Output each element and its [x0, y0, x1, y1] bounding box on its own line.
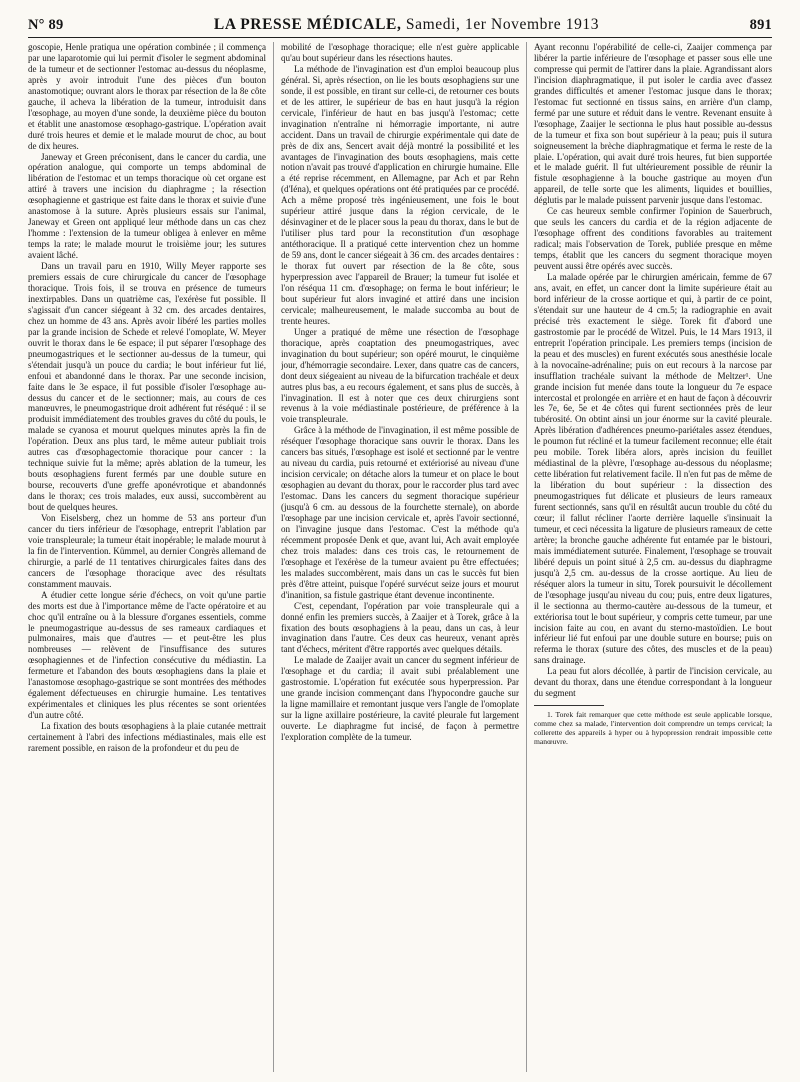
paragraph: Unger a pratiqué de même une résection de l'œsophage thoracique, après coaptation des pneumogastriques, avec invagination du bout supérieur; son opéré mourut, le cinquième jour, d'hémorragie secondaire. Lexer, dans quatre cas de cancers, dont deux siégeaient au niveau de la bifurcation trachéale et deux autres plus bas, a eu recours également, et sans plus de succès, à l'invagination. Il est à noter que ces deux chirurgiens sont revenus à la voie médiastinale postérieure, de préférence à la voie transpleurale.	[281, 326, 519, 425]
page-header	[28, 16, 772, 38]
paragraph: Ce cas heureux semble confirmer l'opinion de Sauerbruch, que seuls les cancers du cardia et de la région adjacente de l'œsophage offrent des conditions favorables au traitement radical; mais l'observation de Torek, publiée presque en même temps, établit que les cancers du segment thoracique moyen peuvent aussi être opérés avec succès.	[534, 206, 772, 272]
paragraph: Le malade de Zaaijer avait un cancer du segment inférieur de l'œsophage et du cardia; il avait subi préalablement une gastrostomie. L'opération fut exécutée sous hyperpression. Par une grande incision commençant dans l'hypocondre gauche sur la ligne mamillaire et remontant jusque vers l'angle de l'omoplate sur la ligne axillaire postérieure, la cavité pleurale fut largement ouverte. Le diaphragme fut incisé, de façon à permettre l'exploration complète de la tumeur.	[281, 655, 519, 743]
paragraph: A étudier cette longue série d'échecs, on voit qu'une partie des morts est due à l'importance même de l'acte opératoire et au choc qu'il entraîne ou à la blessure d'organes essentiels, comme le pneumogastrique au-dessus de ses rameaux cardiaques et pulmonaires, mais que d'autres — et peut-être les plus nombreuses — relèvent de l'insuffisance des sutures œsophagiennes et de l'infection consécutive du médiastin. La fermeture et l'abandon des bouts œsophagiens dans la plaie et l'anastomose œsophago-gastrique se sont montrées des méthodes également défectueuses en chirurgie humaine. Les tentatives expérimentales et cliniques les plus récentes se sont orientées d'un autre côté.	[28, 589, 266, 721]
paragraph: C'est, cependant, l'opération par voie transpleurale qui a donné enfin les premiers succès, à Zaaijer et à Torek, grâce à la fixation des bouts œsophagiens à la peau, dans un cas, à leur invagination dans l'autre. Ces deux cas heureux, venant après tant d'échecs, méritent d'être rapportés avec quelques détails.	[281, 600, 519, 655]
paragraph: Ayant reconnu l'opérabilité de celle-ci, Zaaijer commença par libérer la partie inférieure de l'œsophage et passer sous elle une compresse qui permit de l'attirer dans la plaie. Agrandissant alors l'incision diaphragmatique, il put isoler le cardia avec d'assez grandes difficultés et amener l'estomac jusque dans le thorax; l'estomac fut sectionné en tissus sains, en arrière d'un clamp, fermé par une suture et réduit dans le ventre. Revenant ensuite à l'œsophage, Zaaijer le sectionna le plus haut possible au-dessus de la tumeur et fixa son bout supérieur à la peau; puis il sutura soigneusement la brèche diaphragmatique et ferma le reste de la plaie. L'opération, qui avait duré trois heures, fut bien supportée et le malade guérit. Il fut ultérieurement possible de réunir la fistule œsophagienne à la bouche gastrique au moyen d'un appareil, de telle sorte que les aliments, liquides et bouillies, déglutis par le malade puissent parvenir jusque dans l'estomac.	[534, 42, 772, 206]
issue-number: N° 89	[28, 17, 64, 33]
column-3	[534, 42, 772, 1072]
issue-date: Samedi, 1er Novembre 1913	[405, 16, 600, 33]
column-2	[281, 42, 519, 1072]
text-columns	[28, 42, 772, 1072]
column-divider	[273, 42, 274, 1072]
journal-title-line	[214, 16, 599, 34]
paragraph: La fixation des bouts œsophagiens à la plaie cutanée mettrait certainement à l'abri des infections médiastinales, mais elle est rarement possible, en raison de la profondeur et du peu de	[28, 721, 266, 753]
page-number: 891	[749, 17, 772, 33]
paragraph: Grâce à la méthode de l'invagination, il est même possible de réséquer l'œsophage thoracique sans ouvrir le thorax. Dans les cancers bas situés, l'œsophage est isolé et sectionné par le ventre au niveau du cardia, puis retourné et extériorisé au niveau d'une incision cervicale; on détache alors la tumeur et on place le bout œsophagien au devant du thorax, pour le raccorder plus tard avec l'estomac. Dans les cancers du segment thoracique supérieur (jusqu'à 6 cm. au dessous de la fourchette sternale), on aborde l'œsophage par une incision cervicale et, après l'avoir sectionné, on l'invagine jusque dans l'estomac. C'est la méthode qu'a récemment proposée Denk et que, avant lui, Ach avait employée chez trois malades: dans ces trois cas, le retournement de l'œsophage et l'exérèse de la tumeur avaient pu être effectuées; les malades succombèrent, mais dans un cas le succès fut bien près d'être atteint, puisque l'opéré survécut seize jours et mourut d'inanition, sa fistule gastrique étant devenue incontinente.	[281, 425, 519, 600]
paragraph: goscopie, Henle pratiqua une opération combinée ; il commença par une laparotomie qui lui permit d'isoler le segment abdominal de la tumeur et de sectionner l'estomac au-dessus du néoplasme, après y avoir introduit l'une des pièces d'un bouton anastomotique; ouvrant alors le thorax par résection de la 8e côte gauche, il acheva la libération de la tumeur, introduisit dans l'œsophage, au moyen d'une sonde, la deuxième pièce du bouton et établit une anastomose œsophago-gastrique. L'opération avait duré trois heures et demie et le malade mourut de choc, au bout de dix heures.	[28, 42, 266, 151]
footnote: 1. Torek fait remarquer que cette méthode est seule applicable lorsque, comme chez sa malade, l'intervention doit comprendre un temps cervical; la collerette des appareils à hyper ou à hypopression rendrait impossible cette manœuvre.	[534, 710, 772, 747]
paragraph: Von Eiselsberg, chez un homme de 53 ans porteur d'un cancer du tiers inférieur de l'œsophage, entreprit l'ablation par voie transpleurale; la tumeur était inopérable; le malade mourut à la fin de l'intervention. Kümmel, au dernier Congrès allemand de chirurgie, a parlé de 11 tentatives chirurgicales faites dans des cancers de l'œsophage thoracique avec des résultats constamment mauvais.	[28, 512, 266, 589]
column-3-body	[534, 42, 772, 699]
column-1	[28, 42, 266, 1072]
paragraph: La malade opérée par le chirurgien américain, femme de 67 ans, avait, en effet, un cancer dont la limite supérieure était au bord inférieur de la crosse aortique et qui, à partir de ce point, s'étendait sur une hauteur de 4 cm.5; la radiographie en avait précisé très exactement le siège. Torek fit d'abord une gastrostomie par le procédé de Witzel. Puis, le 14 Mars 1913, il entreprit l'opération principale. Les premiers temps (incision de la peau et des muscles) en furent exécutés sous anesthésie locale à la novocaïne-adrénaline; puis on eut recours à la narcose par insufflation trachéale suivant la méthode de Meltzer¹. Une grande incision fut menée dans toute la longueur du 7e espace intercostal et prolongée en arrière et en haut de façon à découvrir les 7e, 6e, 5e et 4e côtes qui furent sectionnées près de leur tubérosité. On obtint ainsi un jour énorme sur la cavité pleurale. Après libération d'adhérences pneumo-pariétales assez étendues, le poumon fut récliné et la tumeur facilement reconnue; elle était peu mobile. Torek libéra alors, après incision du feuillet médiastinal de la plèvre, l'œsophage au-dessous du néoplasme; cette libération fut relativement facile. Il n'en fut pas de même de la libération du bout supérieur : la dissection des pneumogastriques fut délicate et plusieurs de leurs rameaux furent sectionnés, sans qu'il en résultât aucun trouble du côté du cœur; il fallut récliner l'aorte derrière laquelle s'insinuait la tumeur, et ceci nécessita la ligature de plusieurs rameaux de cette artère; la bronche gauche adhérente fut entamée par le bistouri, mais immédiatement suturée. Finalement, l'œsophage se trouvait libéré depuis un point situé à 2,5 cm. au-dessus du diaphragme jusqu'à 2,5 cm. au-dessus de la crosse aortique. Au lieu de réséquer alors la tumeur in situ, Torek poursuivit le décollement de l'œsophage jusqu'au niveau du cou; puis, entre deux ligatures, il le sectionna au thermo-cautère au-dessous de la tumeur, et extériorisa tout le bout supérieur, y compris cette tumeur, par une incision faite au cou, en avant du sterno-mastoïdien. Le bout inférieur lié fut enfoui par une double suture en bourse; puis on referma le thorax (suture des côtes, des muscles et de la peau) sans drainage.	[534, 272, 772, 666]
journal-name: LA PRESSE MÉDICALE,	[213, 16, 402, 33]
paragraph: mobilité de l'œsophage thoracique; elle n'est guère applicable qu'au bout supérieur dans les résections hautes.	[281, 42, 519, 63]
paragraph: La méthode de l'invagination est d'un emploi beaucoup plus général. Si, après résection, on lie les bouts œsophagiens sur une sonde, il est possible, en tirant sur celle-ci, de retourner ces bouts et de les attirer, le supérieur de bas en haut jusqu'à la région cervicale, l'inférieur de haut en bas jusqu'à l'estomac; cette invagination n'entraîne ni hémorragie importante, ni autre accident. Dans un travail de chirurgie expérimentale qui date de près de dix ans, Sencert avait déjà montré la possibilité et les avantages de l'invagination des bouts œsophagiens, mais cette notion n'avait pas trouvé d'application en chirurgie humaine. Elle a été reprise récemment, en Allemagne, par Ach et par Rehn (d'Iéna), et quelques opérations ont été pratiquées par ce procédé. Ach a même proposé très ingénieusement, une fois le bout supérieur attiré jusque dans la région cervicale, de le désinvaginer et de le placer sous la peau du thorax, dans le but de l'utiliser plus tard pour la reconstitution d'un œsophage antéthoracique. Il a pratiqué cette intervention chez un homme de 59 ans, dont le cancer siégeait à 36 cm. des arcades dentaires : le thorax fut ouvert par résection de la 8e côte, sous hyperpression avec l'appareil de Brauer; la tumeur fut isolée et l'on réséqua 11 cm. d'œsophage; on ferma le bout inférieur; le bout supérieur fut alors invaginé et attiré dans une incision cervicale; malheureusement, le malade succomba au bout de trente heures.	[281, 63, 519, 326]
paragraph: Dans un travail paru en 1910, Willy Meyer rapporte ses premiers essais de cure chirurgicale du cancer de l'œsophage thoracique. Trois fois, il se trouva en présence de tumeurs inextirpables. Dans un quatrième cas, l'exérèse fut possible. Il s'agissait d'un cancer siégeant à 32 cm. des arcades dentaires, chez un homme de 43 ans. Après avoir libéré les parties molles par la grande incision de Schede et relevé l'omoplate, W. Meyer ouvrit le thorax dans le 6e espace; il put séparer l'œsophage des pneumogastriques et le sectionner au-dessus de la tumeur, qui s'étendait jusqu'à un pouce du cardia; le bout inférieur fut lié, enfoui et abandonné dans le thorax. Par une seconde incision, faite dans le 3e espace, il fut possible d'isoler l'œsophage au-dessus du cancer et de le sectionner; mais, au cours de ces manœuvres, le pneumogastrique droit adhérent fut réséqué : il se produisit immédiatement des troubles graves du côté du pouls, le malade se cyanosa et mourut quelques minutes après la fin de l'opération. Deux ans plus tard, le même auteur publiait trois autres cas d'œsophagectomie thoracique pour cancer : la technique suivie fut la même; après ablation de la tumeur, les bouts œsophagiens furent fermés par une double suture en bourse, recouverts d'une greffe aponévrotique et abandonnés dans le thorax; ces trois malades, eux aussi, succombèrent au bout de quelques heures.	[28, 261, 266, 513]
paragraph: Janeway et Green préconisent, dans le cancer du cardia, une opération analogue, qui comporte un temps abdominal de libération de l'estomac et un temps thoracique où cet organe est attiré à travers une incision du diaphragme ; la résection œsophagienne et gastrique est faite dans le thorax et suivie d'une anastomose à la suture. Après plusieurs essais sur l'animal, Janeway et Green ont appliqué leur méthode dans un cas chez l'homme : l'extension de la tumeur obligea à enlever en même temps la rate; le malade mourut le troisième jour; les sutures avaient lâché.	[28, 151, 266, 261]
column-divider	[526, 42, 527, 1072]
footnote-separator	[534, 705, 604, 706]
paragraph: La peau fut alors décollée, à partir de l'incision cervicale, au devant du thorax, dans une étendue correspondant à la longueur du segment	[534, 666, 772, 699]
